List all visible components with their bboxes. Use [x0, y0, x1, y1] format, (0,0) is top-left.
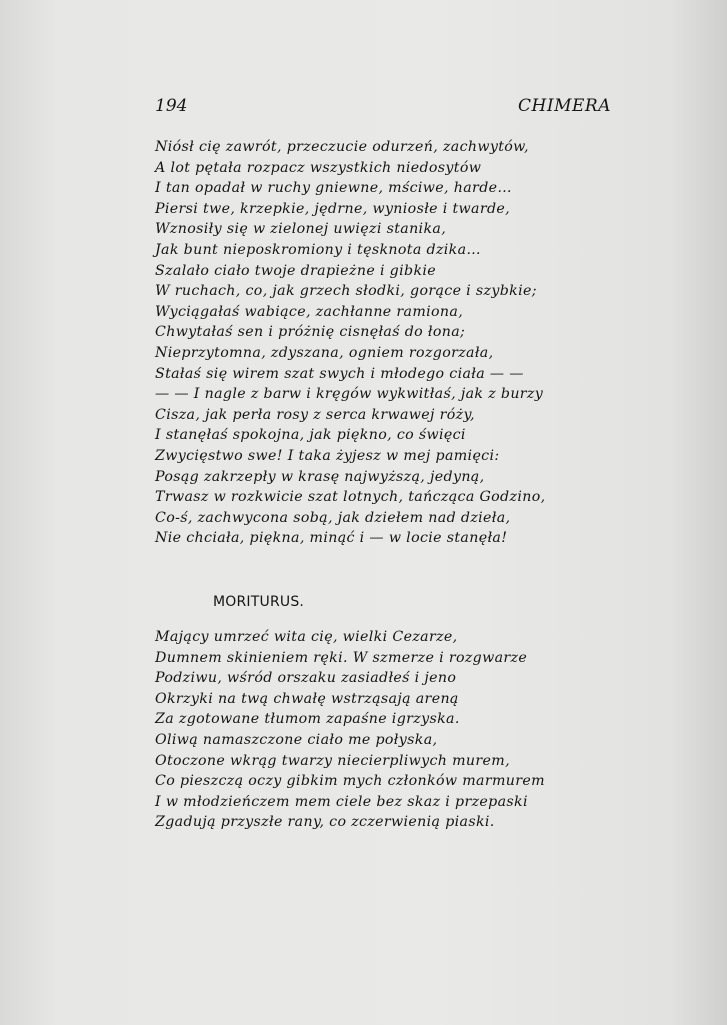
verse-line: Co-ś, zachwycona sobą, jak dziełem nad dzieła,	[155, 509, 511, 526]
verse-line: I tan opadał w ruchy gniewne, mściwe, harde…	[155, 180, 512, 197]
verse-line: Trwasz w rozkwicie szat lotnych, tańcząca Godzino,	[155, 489, 546, 506]
verse-line: — — I nagle z barw i kręgów wykwitłaś, jak z burzy	[155, 386, 544, 403]
verse-line: Otoczone wkrąg twarzy niecierpliwych murem,	[155, 752, 510, 769]
verse-line: Stałaś się wirem szat swych i młodego ciała — —	[155, 365, 524, 382]
verse-line: Zwycięstwo swe! I taka żyjesz w mej pamięci:	[155, 447, 500, 464]
verse-line: Za zgotowane tłumom zapaśne igrzyska.	[155, 711, 460, 728]
poem-stanza-moriturus	[155, 627, 545, 833]
page-number: 194	[155, 96, 188, 116]
verse-line: W ruchach, co, jak grzech słodki, gorące i szybkie;	[155, 283, 537, 300]
verse-line: Nie chciała, piękna, minąć i — w locie stanęła!	[155, 530, 508, 547]
verse-line: Nieprzytomna, zdyszana, ogniem rozgorzała,	[155, 344, 494, 361]
verse-line: Zgadują przyszłe rany, co zczerwienią piaski.	[155, 814, 495, 831]
verse-line: Oliwą namaszczone ciało me połyska,	[155, 731, 438, 748]
poem-stanza-chimera	[155, 137, 545, 549]
verse-line: Dumnem skinieniem ręki. W szmerze i rozgwarze	[155, 649, 528, 666]
verse-line: Piersi twe, krzepkie, jędrne, wyniosłe i twarde,	[155, 200, 511, 217]
verse-line: Cisza, jak perła rosy z serca krwawej róży,	[155, 406, 475, 423]
running-title: CHIMERA	[518, 96, 611, 116]
verse-line: Okrzyki na twą chwałę wstrząsają areną	[155, 690, 459, 707]
verse-line: Niósł cię zawrót, przeczucie odurzeń, zachwytów,	[155, 139, 529, 155]
verse-line: Jak bunt nieposkromiony i tęsknota dzika…	[155, 241, 481, 258]
poem-title-moriturus: MORITURUS.	[213, 594, 305, 610]
verse-line: Chwytałaś sen i próżnię cisnęłaś do łona;	[155, 324, 466, 341]
verse-line: A lot pętała rozpacz wszystkich niedosytów	[155, 159, 482, 176]
verse-line: Podziwu, wśród orszaku zasiadłeś i jeno	[155, 670, 457, 687]
verse-line: Mający umrzeć wita cię, wielki Cezarze,	[155, 629, 458, 645]
verse-line: Posąg zakrzepły w krasę najwyższą, jedyną,	[155, 468, 485, 485]
verse-line: Wyciągałaś wabiące, zachłanne ramiona,	[155, 303, 464, 320]
verse-line: I w młodzieńczem mem ciele bez skaz i przepaski	[155, 793, 528, 810]
verse-line: Co pieszczą oczy gibkim mych członków marmurem	[155, 773, 545, 790]
verse-line: Szalało ciało twoje drapieżne i gibkie	[155, 262, 437, 279]
verse-line: I stanęłaś spokojna, jak piękno, co święci	[155, 427, 466, 444]
verse-line: Wznosiły się w zielonej uwięzi stanika,	[155, 221, 447, 238]
